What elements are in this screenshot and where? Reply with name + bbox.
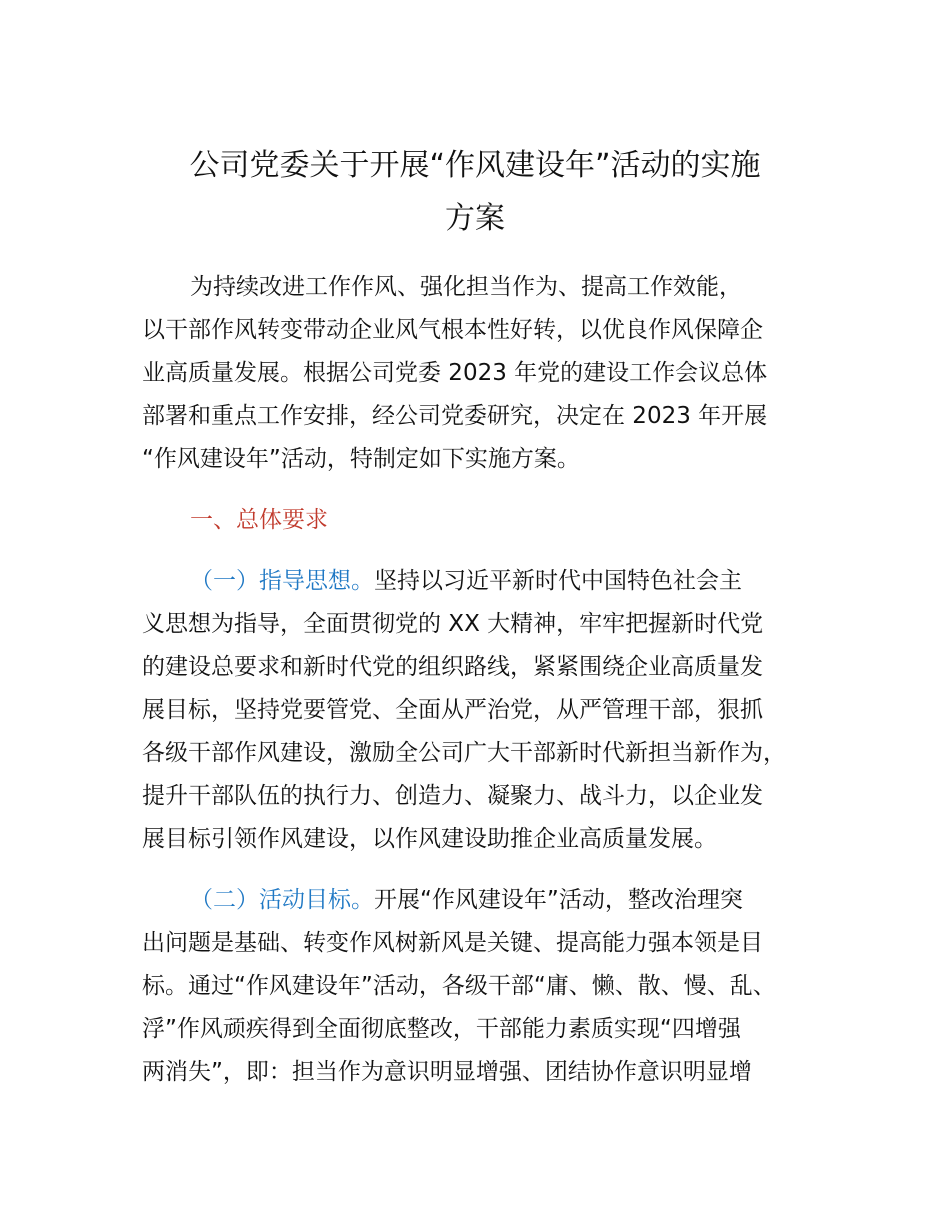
paragraph-line: 义思想为指导，全面贯彻党的 XX 大精神，牢牢把握新时代党: [142, 611, 764, 637]
paragraph-text: 坚持以习近平新时代中国特色社会主: [374, 568, 742, 594]
subsection-activity-goals-first-line: [190, 883, 743, 917]
paragraph-line: 各级干部作风建设，激励全公司广大干部新时代新担当新作为，: [142, 740, 786, 766]
paragraph-line: 提升干部队伍的执行力、创造力、凝聚力、战斗力，以企业发: [142, 783, 763, 809]
intro-line: 为持续改进工作作风、强化担当作为、提高工作效能，: [190, 274, 742, 300]
subsection-heading-guiding-ideology: （一）指导思想。: [190, 568, 374, 594]
section-heading-overall-requirements: 一、总体要求: [190, 507, 328, 533]
paragraph-line: 展目标，坚持党要管党、全面从严治党，从严管理干部，狠抓: [142, 697, 763, 723]
subsection-heading-activity-goals: （二）活动目标。: [190, 887, 374, 913]
paragraph-text: 开展“作风建设年”活动，整改治理突: [374, 887, 743, 913]
intro-line: “作风建设年”活动，特制定如下实施方案。: [142, 446, 580, 472]
document-title-line-2: 方案: [445, 201, 505, 236]
intro-line: 部署和重点工作安排，经公司党委研究，决定在 2023 年开展: [142, 403, 768, 429]
paragraph-line: 浮”作风顽疾得到全面彻底整改，干部能力素质实现“四增强: [142, 1016, 741, 1042]
paragraph-line: 出问题是基础、转变作风树新风是关键、提高能力强本领是目: [142, 930, 763, 956]
paragraph-line: 标。通过“作风建设年”活动，各级干部“庸、懒、散、慢、乱、: [142, 973, 776, 999]
paragraph-line: 的建设总要求和新时代党的组织路线，紧紧围绕企业高质量发: [142, 654, 763, 680]
paragraph-line: 两消失”，即：担当作为意识明显增强、团结协作意识明显增: [142, 1059, 752, 1085]
intro-line: 业高质量发展。根据公司党委 2023 年党的建设工作会议总体: [142, 360, 768, 386]
document-title-line-1: 公司党委关于开展“作风建设年”活动的实施: [189, 148, 761, 183]
paragraph-line: 展目标引领作风建设，以作风建设助推企业高质量发展。: [142, 826, 717, 852]
subsection-guiding-ideology-first-line: [190, 564, 742, 598]
intro-line: 以干部作风转变带动企业风气根本性好转，以优良作风保障企: [142, 317, 763, 343]
